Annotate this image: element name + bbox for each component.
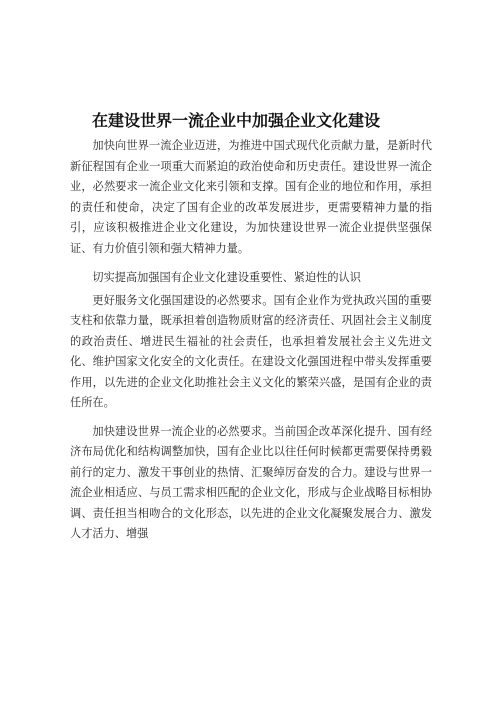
paragraph-world-class: 加快建设世界一流企业的必然要求。当前国企改革深化提升、国有经济布局优化和结构调整加快，国有企业比以往任何时候都更需要保持勇毅前行的定力、激发干事创业的热情、汇聚绰厉奋发的合力。建设与世界一流企业相适应、与员工需求相匹配的企业文化，形成与企业战略目标相协调、责任担当相吻合的文化形态，以先进的企业文化凝聚发展合力、激发人才活力、增强 [70,424,432,540]
document-title: 在建设世界一流企业中加强企业文化建设 [92,111,381,130]
paragraph-culture-power: 更好服务文化强国建设的必然要求。国有企业作为党执政兴国的重要支柱和依靠力量，既承担着创造物质财富的经济责任、巩固社会主义制度的政治责任、增进民生福祉的社会责任，也承担着发展社会主义先进文化、维护国家文化安全的文化责任。在建设文化强国进程中带头发挥重要作用，以先进的企业文化助推社会主义文化的繁荣兴盛，是国有企业的责任所在。 [70,293,432,409]
section-heading: 切实提高加强国有企业文化建设重要性、紧迫性的认识 [92,271,361,284]
paragraph-intro: 加快向世界一流企业迈进，为推进中国式现代化贡献力量，是新时代新征程国有企业一项重大而紧迫的政治使命和历史责任。建设世界一流企业，必然要求一流企业文化来引领和支撑。国有企业的地位和作用，承担的责任和使命，决定了国有企业的改革发展进步，更需要精神力量的指引，应该积极推进企业文化建设，为加快建设世界一流企业提供坚强保证、有力价值引领和强大精神力量。 [70,139,432,255]
document-body [70,136,432,545]
